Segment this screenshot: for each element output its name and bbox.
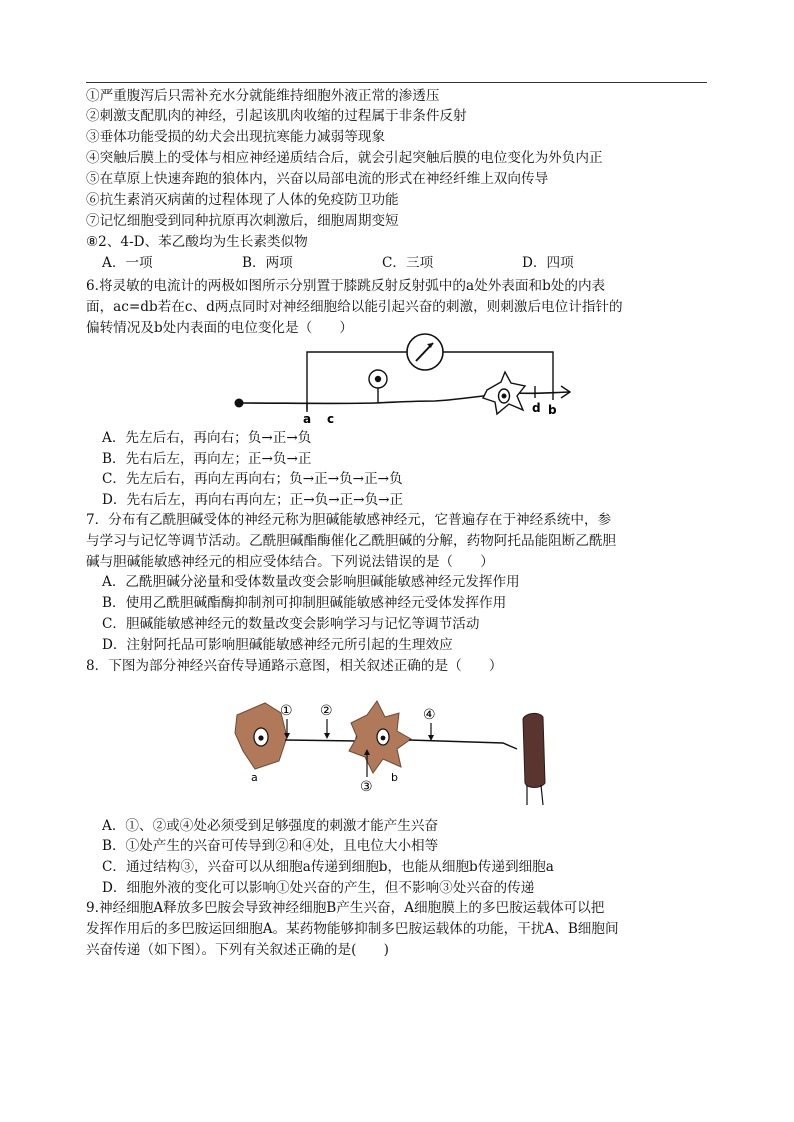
statement-6: ⑥抗生素消灭病菌的过程体现了人体的免疫防卫功能: [86, 192, 399, 208]
statement-8: ⑧2、4-D、苯乙酸均为生长素类似物: [86, 234, 308, 250]
q6-option-d[interactable]: D．先右后左，再向右再向左；正→负→正→负→正: [102, 492, 404, 508]
q7-stem-line-1: 7．分布有乙酰胆碱受体的神经元称为胆碱能敏感神经元，它普遍存在于神经系统中，参: [86, 512, 612, 528]
statement-3: ③垂体功能受损的幼犬会出现抗寒能力减弱等现象: [86, 129, 386, 145]
fig6-label-b: b: [548, 403, 557, 417]
q6-option-b[interactable]: B．先右后左，再向左；正→负→正: [102, 451, 312, 467]
q5-options: [102, 253, 662, 273]
q6-figure: [225, 330, 575, 430]
q5-option-b[interactable]: B．两项: [242, 255, 293, 271]
q8-stem: 8．下图为部分神经兴奋传导通路示意图，相关叙述正确的是（ ）: [86, 658, 503, 674]
q5-option-a[interactable]: A．一项: [102, 255, 153, 271]
q7-stem-line-2: 与学习与记忆等调节活动。乙酰胆碱酯酶催化乙酰胆碱的分解，药物阿托品能阻断乙酰胆: [86, 533, 617, 549]
q5-option-c[interactable]: C．三项: [382, 255, 434, 271]
q6-option-a[interactable]: A．先左后右，再向右；负→正→负: [102, 430, 312, 446]
q6-stem-line-2: 面，ac=db若在c、d两点同时对神经细胞给以能引起兴奋的刺激，则刺激后电位计指针的: [86, 299, 623, 315]
q7-option-c[interactable]: C．胆碱能敏感神经元的数量改变会影响学习与记忆等调节活动: [102, 616, 480, 632]
fig6-label-c: c: [327, 412, 335, 426]
muscle-icon: [523, 713, 545, 805]
q6-stem-line-3: 偏转情况及b处内表面的电位变化是（ ）: [86, 320, 353, 336]
q8-option-b[interactable]: B．①处产生的兴奋可传导到②和④处，且电位大小相等: [102, 838, 439, 854]
statement-7: ⑦记忆细胞受到同种抗原再次刺激后，细胞周期变短: [86, 213, 399, 229]
fig6-label-d: d: [532, 401, 541, 415]
fig8-label-3: ③: [360, 779, 373, 795]
statement-1: ①严重腹泻后只需补充水分就能维持细胞外液正常的渗透压: [86, 88, 440, 104]
q8-figure: [225, 693, 575, 808]
q8-option-a[interactable]: A．①、②或④处必须受到足够强度的刺激才能产生兴奋: [102, 818, 439, 834]
q8-option-d[interactable]: D．细胞外液的变化可以影响①处兴奋的产生，但不影响③处兴奋的传递: [102, 880, 535, 896]
multipolar-neuron-icon: [483, 372, 525, 414]
q6-stem-line-1: 6.将灵敏的电流计的两极如图所示分别置于膝跳反射反射弧中的a处外表面和b处的内表: [86, 278, 606, 294]
fig8-label-4: ④: [423, 707, 436, 723]
q5-option-d[interactable]: D．四项: [522, 255, 574, 271]
fig8-label-2: ②: [320, 703, 333, 719]
q7-stem-line-3: 碱与胆碱能敏感神经元的相应受体结合。下列说法错误的是（ ）: [86, 554, 494, 570]
ganglion-neuron-icon: [369, 370, 387, 402]
q7-option-d[interactable]: D．注射阿托品可影响胆碱能敏感神经元所引起的生理效应: [102, 637, 453, 653]
fig8-label-a: a: [251, 771, 258, 784]
fig6-label-a: a: [303, 412, 312, 426]
neuron-b-icon: [349, 701, 411, 773]
q9-stem-line-1: 9.神经细胞A释放多巴胺会导致神经细胞B产生兴奋，A细胞膜上的多巴胺运载体可以把: [86, 900, 605, 916]
nerve-fiber: [239, 392, 570, 403]
q6-option-c[interactable]: C．先左后右，再向左再向右；负→正→负→正→负: [102, 471, 403, 487]
q7-option-a[interactable]: A．乙酰胆碱分泌量和受体数量改变会影响胆碱能敏感神经元发挥作用: [102, 574, 520, 590]
q9-stem-line-3: 兴奋传递（如下图）。下列有关叙述正确的是( ): [86, 942, 389, 958]
statement-4: ④突触后膜上的受体与相应神经递质结合后，就会引起突触后膜的电位变化为外负内正: [86, 150, 603, 166]
header-rule: [86, 82, 707, 83]
q8-option-c[interactable]: C．通过结构③，兴奋可以从细胞a传递到细胞b，也能从细胞b传递到细胞a: [102, 859, 554, 875]
q7-option-b[interactable]: B．使用乙酰胆碱酯酶抑制剂可抑制胆碱能敏感神经元受体发挥作用: [102, 595, 507, 611]
statement-2: ②刺激支配肌肉的神经，引起该肌肉收缩的过程属于非条件反射: [86, 108, 467, 124]
galvanometer-icon: [407, 334, 443, 370]
q9-stem-line-2: 发挥作用后的多巴胺运回细胞A。某药物能够抑制多巴胺运载体的功能，干扰A、B细胞间: [86, 921, 619, 937]
fig8-label-1: ①: [280, 703, 293, 719]
fig8-label-b: b: [391, 771, 398, 784]
statement-5: ⑤在草原上快速奔跑的狼体内，兴奋以局部电流的形式在神经纤维上双向传导: [86, 171, 549, 187]
